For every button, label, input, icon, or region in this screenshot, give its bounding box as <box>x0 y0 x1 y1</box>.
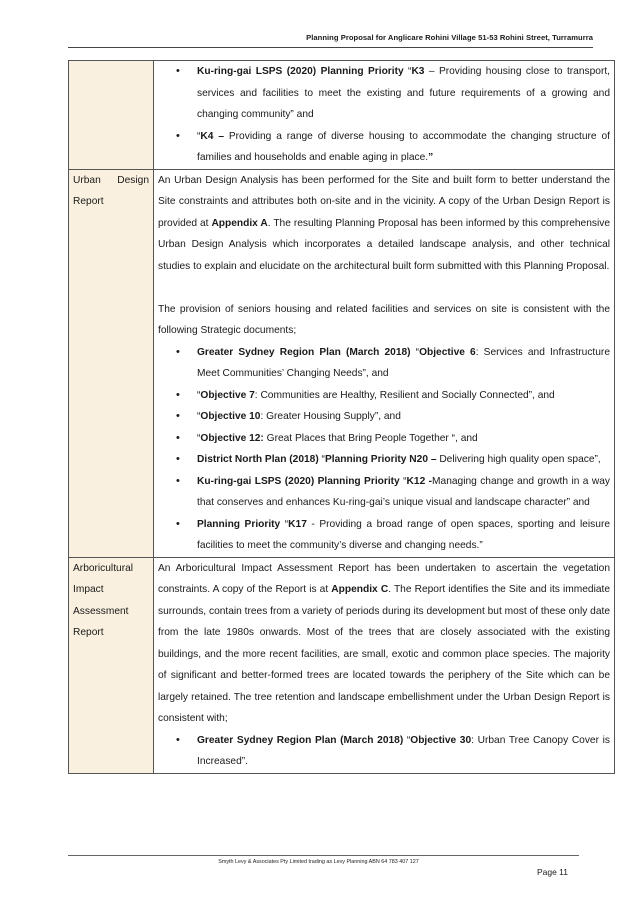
bold-text: Appendix A <box>211 217 268 229</box>
bold-text: Greater Sydney Region Plan (March 2018) <box>197 734 407 746</box>
bold-text: Ku-ring-gai LSPS (2020) Planning Priority <box>197 66 409 77</box>
row-body <box>154 61 615 170</box>
text-run: : Communities are Healthy, Resilient and Socially Connected”, and <box>254 389 555 401</box>
text-run: - Providing a broad range of open spaces, sporting and leisure facilities to meet the community’s diverse and changing needs.” <box>197 518 610 551</box>
bullet-list <box>158 342 610 557</box>
text-run: Delivering high quality open space”, <box>436 454 601 465</box>
row-label <box>69 169 154 557</box>
list-item <box>158 471 610 514</box>
bold-text: Objective 10 <box>200 411 261 422</box>
text-run: “ <box>415 346 420 358</box>
text-run: Managing change and growth in a way that conserves and enhances Ku-ring-gai’s unique visual and landscape character” and <box>197 475 610 508</box>
text-run: “ <box>284 518 289 530</box>
text-run: “ <box>321 454 325 465</box>
list-item <box>158 385 610 407</box>
row-body <box>154 557 615 773</box>
text-run: Providing a range of diverse housing to accommodate the changing structure of families and households and enable aging in place. <box>197 130 610 163</box>
text-run: : Greater Housing Supply”, and <box>260 411 401 422</box>
list-item <box>158 449 610 471</box>
bold-text: Greater Sydney Region Plan (March 2018) <box>197 346 416 358</box>
bullet-list <box>158 61 610 169</box>
text-run: “ <box>408 66 412 77</box>
text-run: Great Places that Bring People Together “, and <box>263 432 478 444</box>
text-run: “ <box>406 734 411 746</box>
page-number: Page 11 <box>536 867 568 877</box>
text-run: “ <box>197 432 201 444</box>
row-label <box>69 557 154 773</box>
label-line: Report <box>73 627 104 638</box>
label-line: Urban Design <box>73 174 149 186</box>
text-run: . The resulting Planning Proposal has been informed by this comprehensive Urban Design Analysis which incorporates a detailed landscape analysis, and other technical studies to explain and elucidate on the architectural built form submitted with this Planning Proposal. <box>158 217 610 272</box>
bold-text: Appendix C <box>331 584 389 595</box>
paragraph <box>158 299 610 342</box>
header-rule <box>68 47 593 48</box>
bold-text: Planning Priority N20 – <box>324 454 437 465</box>
text-run: An Urban Design Analysis has been performed for the Site and built form to better understand the Site constraints and attributes both on-site and in the vicinity. A copy of the Urban Design Report is provided at <box>158 174 610 229</box>
paragraph <box>158 558 610 730</box>
text-run: “ <box>403 475 407 487</box>
bullet-list <box>158 730 610 773</box>
bold-text: Ku-ring-gai LSPS (2020) Planning Priority <box>197 475 404 487</box>
page-header-title: Planning Proposal for Anglicare Rohini Village 51-53 Rohini Street, Turramurra <box>306 33 593 42</box>
bold-text: K3 <box>411 66 425 77</box>
text-run: : Services and Infrastructure Meet Communities’ Changing Needs”, and <box>197 346 610 379</box>
text-run: “ <box>197 130 201 142</box>
bold-text: Objective 6 <box>419 346 476 358</box>
list-item <box>158 342 610 385</box>
bold-text: District North Plan (2018) <box>197 454 322 465</box>
bold-text: K4 – <box>200 130 224 142</box>
table-row <box>69 169 615 557</box>
row-body <box>154 169 615 557</box>
label-line: Report <box>73 196 104 207</box>
footer-rule <box>68 855 579 856</box>
list-item <box>158 406 610 428</box>
list-item <box>158 126 610 169</box>
text-run: “ <box>197 411 201 422</box>
row-label <box>69 61 154 170</box>
paragraph <box>158 170 610 278</box>
table-row <box>69 557 615 773</box>
spacer <box>158 277 610 299</box>
footer-company: Smyth Levy & Associates Pty Limited trading as Levy Planning ABN 64 783 407 127 <box>218 859 419 865</box>
table-row <box>69 61 615 170</box>
bold-text: ” <box>428 152 434 163</box>
bold-text: Objective 30 <box>410 734 472 746</box>
text-run: An Arboricultural Impact Assessment Report has been undertaken to ascertain the vegetation constraints. A copy of the Report is at <box>158 562 610 595</box>
list-item <box>158 428 610 450</box>
bold-text: Objective 12: <box>200 432 264 444</box>
label-line: Impact <box>73 584 104 595</box>
bold-text: Objective 7 <box>200 389 255 401</box>
list-item <box>158 61 610 126</box>
text-run: . The Report identifies the Site and its immediate surrounds, contain trees from a variety of periods during its development but most of these only date from the late 1980s onwards. Most of the trees that are closely associated with the existing buildings, and the more recent facilities, are small, exotic and common place species. The majority of significant and better-formed trees are located towards the periphery of the Site which can be largely retained. The tree retention and landscape embellishment under the Urban Design Report is consistent with; <box>158 584 610 724</box>
text-run: “ <box>197 389 201 401</box>
planning-table <box>68 60 615 774</box>
bold-text: K17 <box>288 518 307 530</box>
text-run: The provision of seniors housing and related facilities and services on site is consistent with the following Strategic documents; <box>158 303 610 336</box>
list-item <box>158 730 610 773</box>
label-line: Assessment <box>73 605 129 617</box>
list-item <box>158 514 610 557</box>
label-line: Arboricultural <box>73 562 134 574</box>
bold-text: Planning Priority <box>197 518 285 530</box>
text-run: – Providing housing close to transport, services and facilities to meet the existing and future requirements of a growing and changing community” and <box>197 66 610 120</box>
bold-text: K12 - <box>406 475 433 487</box>
text-run: : Urban Tree Canopy Cover is Increased”. <box>197 734 610 767</box>
